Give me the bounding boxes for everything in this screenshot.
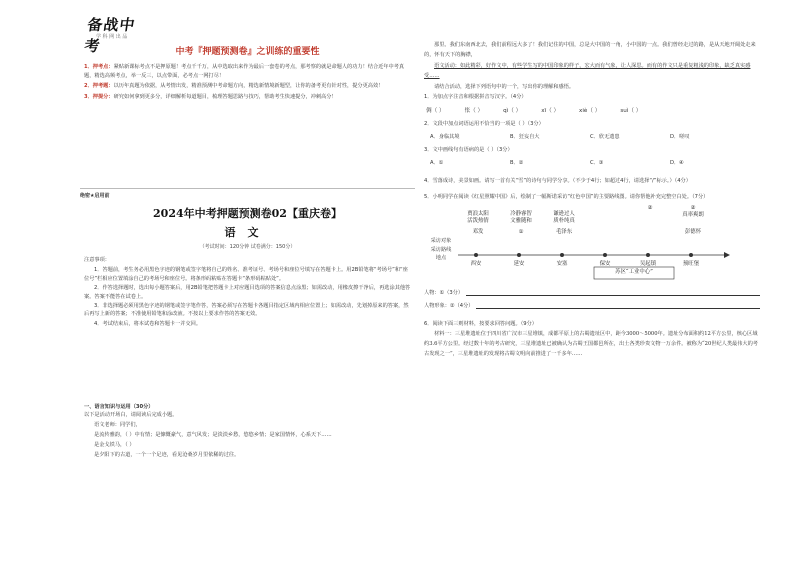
person-trait: ② [647,205,653,212]
route-place: 吴起镇 [639,261,657,268]
route-place: 延安 [513,261,525,268]
passage-para: 语文活动：如此精彩，好作文中，有些学生写的中国印象的样子，宏大而有气象，让人深思。而有的作文只是重复粗浅的印象，缺乏真实感受…… [424,63,751,79]
intro-tag: 2．押考题： [84,83,114,90]
exam-subject: 语文 [224,226,271,239]
section-1 [84,403,412,460]
pinyin-row [426,107,760,115]
logo-subtitle: 学 科 网 出 品 [96,34,128,40]
answer-blank[interactable] [466,290,760,296]
pinyin-item: xī（ ） [541,108,560,115]
brand-logo [80,10,142,55]
pinyin-item: xiè（ ） [579,108,601,115]
person-name: ① [518,229,524,236]
person-trait: ② 真率爽朗 [682,205,704,219]
route-diagram [424,203,760,285]
question-1: 1．为加点字注音和根据拼音写汉字。（4分） [424,94,527,100]
exam-title: 2024年中考押题预测卷02【重庆卷】 [153,207,342,220]
material-1: 材料一：三星堆遗址位于四川省广汉市三星堆镇，成都平原上的古蜀遗址区中，距今3000～5000年。遗址分布面积约12平方公里，核心区域约3.6平方公里。经过数十年的考古研究，三星堆遗址已被确认为古蜀王国都邑所在，出土各类珍贵文物一万余件。被称为“20世纪人类最伟大的考古发现之一”，三星堆遗址的发现将古蜀文明向前推进了一千多年…… [424,331,758,358]
options-q2 [430,133,760,141]
note-item: 1．答题前，考生务必用黑色字迹的钢笔或签字笔将自己的姓名、准考证号、考场号和座位号填写在答题卡上。用2B铅笔将“考场号”和“座位号”栏相应位置填涂自己的考场号和座位号。将条形码粘贴在答题卡“条形码粘贴处”。 [84,267,408,282]
intro-tag: 1．押考点： [84,64,114,70]
note-item: 4．考试结束后，将本试卷和答题卡一并交回。 [94,320,202,327]
pinyin-item: qì（ ） [503,108,522,115]
option: C．③ [590,160,604,167]
divider [80,188,415,189]
answer-line-2 [424,302,760,310]
left-column [80,8,415,556]
route-place: 安塞 [556,261,568,268]
notes-title: 注意事项： [84,257,110,263]
pinyin-item: 倜（ ） [426,108,445,115]
route-place: 西安 [470,261,482,268]
section-heading: 一、语言知识与运用（30分） [84,404,154,410]
option: A．身临其境 [430,134,460,141]
route-place: 保安 [599,261,611,268]
intro-text: 研究如何拿到更多分，详细解析每道题目，梳理答题思路与技巧，帮助考生快速提分，冲刺高分！ [113,94,337,101]
route-node [646,253,650,257]
passage-line: 语文老师：同学们， [94,421,141,428]
option: B．狂妄自大 [510,134,540,141]
notes-block [84,256,412,329]
option: C．欣无遗患 [590,134,620,141]
person-name: 邓发 [472,229,484,236]
confidential-label: 绝密★启用前 [80,193,110,199]
route-node [689,253,693,257]
person-trait: 谦逊过人 质朴纯真 [553,211,575,225]
option: D．嗟叹 [670,134,690,141]
pinyin-item: suì（ ） [620,108,642,115]
person-name: 毛泽东 [555,229,573,236]
option: A．① [430,160,444,167]
logo-text: 备战中考 [83,16,137,55]
intro-item [84,93,412,102]
route-node [560,253,564,257]
route-left-label: 采访对象 采访路线 地点 [430,238,452,262]
section-lead: 以下是活动开场白，请阅读后完成小题。 [84,412,178,419]
route-node [474,253,478,257]
headline: 中考『押题预测卷』之训练的重要性 [175,47,320,57]
exam-meta: （考试时间：120分钟 试卷满分：150分） [199,244,296,250]
person-trait: 冷静睿智 文雅随和 [510,211,532,225]
question-4: 4．雪落成诗，美景如画。请写一首有关“雪”的诗句与同学分享。（不少于4行；如超过4行，请选择“/”标示。）（4分） [424,178,691,185]
intro-text: 紧贴新课标考点不是押原题！考点千千万，从中选取出来作为最后一套卷的考点，那考察的就是命题人的功力！结合近年中考真题，精选高频考点，举一反三，以点带面，必考点一网打尽！ [84,64,405,79]
question-3: 3．文中画线句有语病的是（ ）（3分） [424,146,513,153]
intro-tag: 3．押提分： [84,94,114,101]
pinyin-item: 怅（ ） [464,108,484,115]
right-column [424,40,760,556]
passage-para: 请结合活动，选择下列语句中的一个，写出你的理解和感悟。 [434,84,575,90]
route-note: 苏区“工业中心” [615,269,653,276]
answer-label: 人物：①（3分） [424,290,464,297]
note-item: 3．非选择题必须用黑色字迹的钢笔或签字笔作答，答案必须写在答题卡各题目指定区域内相应位置上；如需改动，先划掉原来的答案，然后再写上新的答案；不准使用铅笔和涂改液。不按以上要求作答的答案无效。 [84,303,409,318]
answer-blank[interactable] [476,303,760,309]
route-arrow [724,252,730,258]
route-place: 预旺堡 [682,261,700,268]
option: D．④ [670,160,684,167]
note-item: 2．作答选择题时，选出每小题答案后，用2B铅笔把答题卡上对应题目选项的答案信息点涂黑；如需改动，用橡皮擦干净后，再选涂其他答案。答案不能答在试卷上。 [84,285,411,300]
person-trait: 贾浪太阳 活泼热情 [467,211,489,225]
route-node [517,253,521,257]
passage-para: 那里。我们东南西北去，我们前程远大多了！我们记住的中国，总是大中国的一角，小中国的一点。我们曾经走过的路，是从天地开阔处走来的，怀有天下的胸襟， [424,42,756,58]
intro-text: 以历年真题为依据，从考情出发，精准预测中考命题方向，精选新情境新题型，让你的备考更有针对性，提分更高效！ [113,83,384,90]
answer-label: 人物形象：②（4分） [424,302,474,309]
passage-line: 是金戈铁马，（ ） [94,441,135,448]
route-node [603,253,607,257]
question-2: 2．文段中加点词语运用不恰当的一项是（ ）（3分） [424,120,544,127]
intro-item [84,63,412,80]
question-5: 5．小明同学在阅读《红星照耀中国》后，绘制了一幅斯诺采访“红色中国”的主要路线图。请你帮他补充完整空白处。（7分） [424,193,709,200]
answer-line-1 [424,289,760,297]
intro-item [84,82,412,91]
passage-line: 是流传雅韵，（ ）中有情；是慷慨豪气，意气风发；是淡淡乡愁，悠悠乡情；是家国情怀，心系天下…… [94,431,332,438]
person-name: 彭德怀 [684,229,702,236]
option: B．② [510,160,524,167]
options-q3 [430,159,760,167]
intro-block [84,63,412,104]
question-6: 6．阅读下面三则材料，按要求回答问题。（9分） [424,321,537,328]
passage-line: 是夕阳下的古道，一个一个足迹，看见沧桑岁月里依稀的过往。 [94,451,240,458]
